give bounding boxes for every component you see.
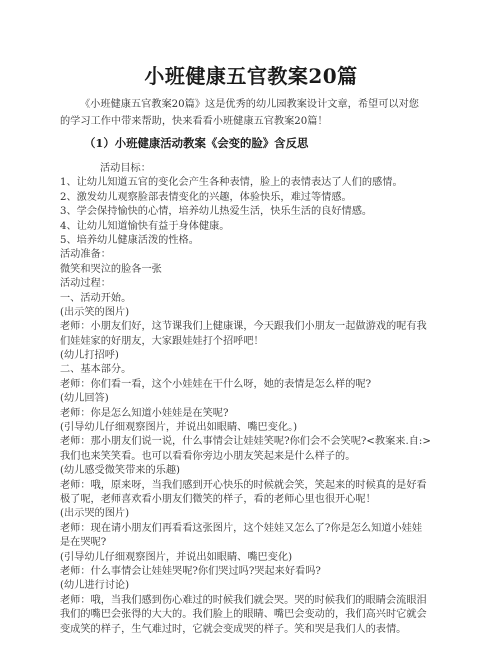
section-heading: （1）小班健康活动教案《会变的脸》含反思 <box>84 136 309 150</box>
text-line: 极了呢，老师喜欢看小朋友们微笑的样子，看的老师心里也很开心呢！ <box>60 493 376 505</box>
body-text <box>60 162 450 637</box>
text-line: (引导幼儿仔细观察图片，并说出如眼睛、嘴巴变化。) <box>60 422 298 434</box>
text-line: 我们也来笑笑看。也可以看看你旁边小朋友笑起来是什么样子的。 <box>60 450 356 462</box>
text-line: 3、学会保持愉快的心情，培养幼儿热爱生活，快乐生活的良好情感。 <box>60 206 373 218</box>
text-line: 老师：你是怎么知道小娃娃是在笑呢? <box>60 407 229 419</box>
text-line: (出示哭的图片) <box>60 508 130 520</box>
text-line: (引导幼儿仔细观察图片，并说出如眼睛、嘴巴变化) <box>60 551 293 563</box>
text-line: 活动目标： <box>100 163 151 174</box>
text-line: 4、让幼儿知道愉快有益于身体健康。 <box>60 220 230 232</box>
text-line: 老师：小朋友们好，这节课我们上健康课，今天跟我们小朋友一起做游戏的呢有我 <box>60 321 427 333</box>
text-line: 活动准备： <box>60 249 111 261</box>
document-title: 小班健康五官教案20篇 <box>144 64 358 88</box>
text-line: (幼儿打招呼) <box>60 350 119 362</box>
intro-paragraph <box>60 96 454 130</box>
text-line: 5、培养幼儿健康活泼的性格。 <box>60 234 199 246</box>
text-line: 老师：什么事情会让娃娃哭呢?你们哭过吗?哭起来好看吗? <box>60 565 321 577</box>
text-line: (出示笑的图片) <box>60 306 130 318</box>
text-line: (幼儿回答) <box>60 393 109 405</box>
text-line: 是在哭呢? <box>60 537 107 549</box>
text-line: 活动过程： <box>60 278 111 290</box>
text-line: 2、激发幼儿观察脸部表情变化的兴趣，体验快乐，难过等情感。 <box>60 191 352 203</box>
text-line: 们娃娃家的好朋友，大家跟娃娃打个招呼吧！ <box>60 335 264 347</box>
text-line: 老师：哦，当我们感到伤心难过的时候我们就会哭。哭的时候我们的眼睛会流眼泪 <box>60 594 427 606</box>
text-line: 我们的嘴巴会张得的大大的。我们脸上的眼睛、嘴巴会变动的，我们高兴时它就会 <box>60 609 427 621</box>
text-line: 一、活动开始。 <box>60 292 132 304</box>
text-line: 老师：现在请小朋友们再看看这张图片，这个娃娃又怎么了?你是怎么知道小娃娃 <box>60 522 423 534</box>
intro-line: 《小班健康五官教案20篇》这是优秀的幼儿园教案设计文章，希望可以对您 <box>80 99 419 110</box>
text-line: (幼儿进行讨论) <box>60 580 130 592</box>
text-line: 1、让幼儿知道五官的变化会产生各种表情，脸上的表情表达了人们的感情。 <box>60 177 403 189</box>
intro-line: 的学习工作中带来帮助，快来看看小班健康五官教案20篇！ <box>60 116 328 127</box>
text-line: 老师：你们看一看，这个小娃娃在干什么呀，她的表情是怎么样的呢? <box>60 378 372 390</box>
text-line: 变成笑的样子，生气难过时，它就会变成哭的样子。笑和哭是我们人的表情。 <box>60 623 407 635</box>
text-line: 微笑和哭泣的脸各一张 <box>60 263 162 275</box>
text-line: 二、基本部分。 <box>60 364 132 376</box>
text-line: 老师：那小朋友们说一说，什么事情会让娃娃笑呢?你们会不会笑呢?<教案来.自:> <box>60 436 431 448</box>
text-line: (幼儿感受微笑带来的乐趣) <box>60 465 181 477</box>
text-line: 老师：哦，原来呀，当我们感到开心快乐的时候就会笑，笑起来的时候真的是好看 <box>60 479 427 491</box>
